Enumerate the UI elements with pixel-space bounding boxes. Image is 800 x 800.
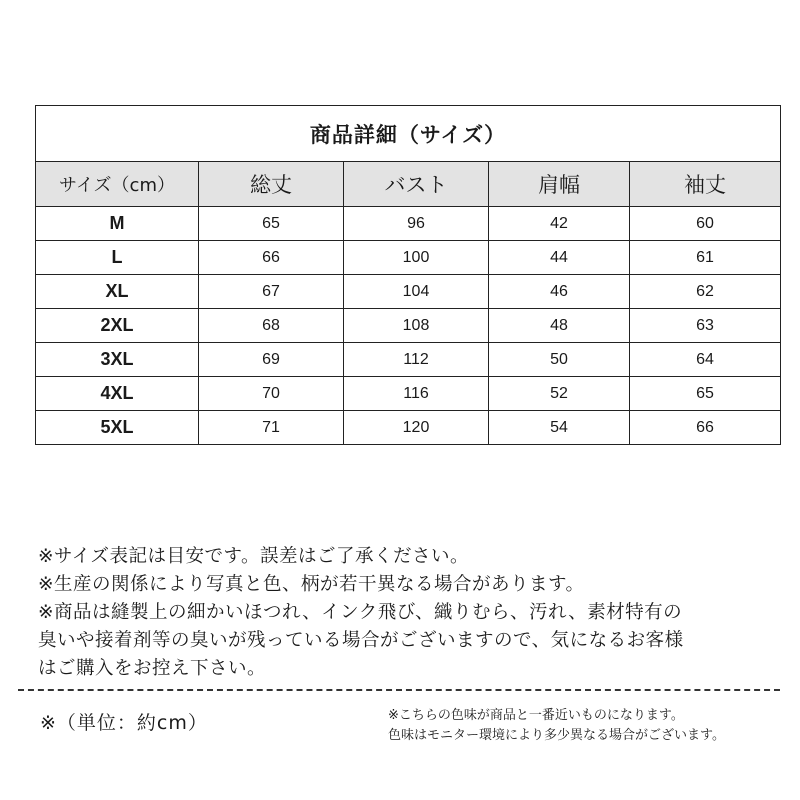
cell-shoulder-width: 48 <box>489 309 630 343</box>
cell-shoulder-width: 46 <box>489 275 630 309</box>
table-row <box>36 411 781 445</box>
cell-sleeve-length: 65 <box>630 377 781 411</box>
cell-total-length: 70 <box>199 377 344 411</box>
cell-size: M <box>36 207 199 241</box>
cell-size: XL <box>36 275 199 309</box>
cell-bust: 100 <box>344 241 489 275</box>
cell-shoulder-width: 44 <box>489 241 630 275</box>
header-sleeve-length: 袖丈 <box>630 162 781 207</box>
notes-block <box>38 543 788 683</box>
note-line: ※生産の関係により写真と色、柄が若干異なる場合があります。 <box>38 574 585 595</box>
header-shoulder-width: 肩幅 <box>489 162 630 207</box>
cell-total-length: 69 <box>199 343 344 377</box>
note-line: はご購入をお控え下さい。 <box>38 658 267 679</box>
cell-bust: 112 <box>344 343 489 377</box>
cell-size: L <box>36 241 199 275</box>
cell-shoulder-width: 54 <box>489 411 630 445</box>
dashed-divider <box>18 689 780 691</box>
cell-shoulder-width: 52 <box>489 377 630 411</box>
cell-sleeve-length: 64 <box>630 343 781 377</box>
cell-total-length: 68 <box>199 309 344 343</box>
cell-total-length: 66 <box>199 241 344 275</box>
table-header-row <box>36 162 781 207</box>
cell-sleeve-length: 63 <box>630 309 781 343</box>
unit-note: ※（単位：約cm） <box>40 712 208 734</box>
note-line: ※商品は縫製上の細かいほつれ、インク飛び、織りむら、汚れ、素材特有の <box>38 602 683 623</box>
header-size: サイズ（cm） <box>36 162 199 207</box>
cell-size: 4XL <box>36 377 199 411</box>
cell-total-length: 71 <box>199 411 344 445</box>
cell-sleeve-length: 62 <box>630 275 781 309</box>
cell-bust: 116 <box>344 377 489 411</box>
cell-shoulder-width: 42 <box>489 207 630 241</box>
cell-bust: 120 <box>344 411 489 445</box>
cell-bust: 96 <box>344 207 489 241</box>
table-row <box>36 377 781 411</box>
header-total-length: 総丈 <box>199 162 344 207</box>
color-note-line: 色味はモニター環境により多少異なる場合がございます。 <box>388 728 725 743</box>
cell-sleeve-length: 61 <box>630 241 781 275</box>
table-title-row <box>36 106 781 162</box>
cell-total-length: 67 <box>199 275 344 309</box>
cell-bust: 108 <box>344 309 489 343</box>
cell-bust: 104 <box>344 275 489 309</box>
table-row <box>36 241 781 275</box>
cell-size: 3XL <box>36 343 199 377</box>
color-note-line: ※こちらの色味が商品と一番近いものになります。 <box>388 708 684 723</box>
cell-size: 2XL <box>36 309 199 343</box>
table-title: 商品詳細（サイズ） <box>36 106 781 162</box>
table-row <box>36 275 781 309</box>
table-row <box>36 207 781 241</box>
cell-sleeve-length: 60 <box>630 207 781 241</box>
cell-size: 5XL <box>36 411 199 445</box>
table-body <box>36 207 781 445</box>
cell-shoulder-width: 50 <box>489 343 630 377</box>
header-bust: バスト <box>344 162 489 207</box>
size-table <box>35 105 781 445</box>
color-note <box>388 706 725 746</box>
table-row <box>36 343 781 377</box>
cell-total-length: 65 <box>199 207 344 241</box>
table-row <box>36 309 781 343</box>
cell-sleeve-length: 66 <box>630 411 781 445</box>
note-line: 臭いや接着剤等の臭いが残っている場合がございますので、気になるお客様 <box>38 630 684 651</box>
note-line: ※サイズ表記は目安です。誤差はご了承ください。 <box>38 546 470 567</box>
